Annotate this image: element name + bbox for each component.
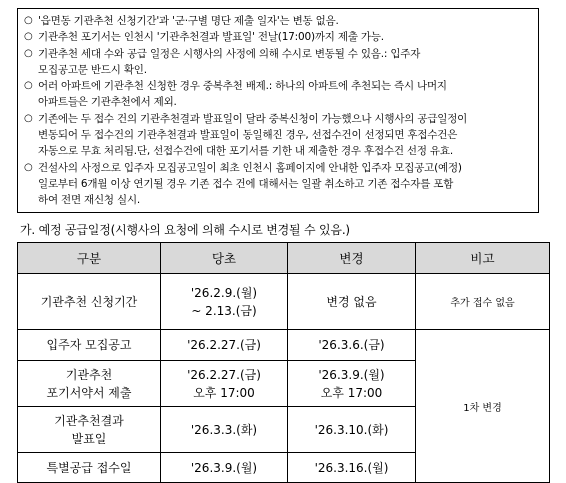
section-title: 가. 예정 공급일정(시행사의 요청에 의해 수시로 변경될 수 있음.) xyxy=(20,223,350,237)
notice-text: 기존에는 두 접수 건의 기관추천결과 발표일이 달라 중복신청이 가능했으나 시행사의 공급일정이 변동되어 두 접수건의 기관추천결과 발표일이 동일해진 경우, 선접수건이 선정되면 후접수건은 자동으로 무효 처리됨.단, 선접수건에 대한 포기서를 기한 내 제출한 경우 후접수건 선정 유효. xyxy=(38,112,468,158)
notice-item xyxy=(24,29,532,45)
row-changed: '26.3.10.(화) xyxy=(288,407,416,453)
table-row xyxy=(18,330,550,361)
bullet-icon: ○ xyxy=(24,15,33,26)
bullet-icon: ○ xyxy=(24,80,33,92)
bullet-icon: ○ xyxy=(24,47,33,59)
notice-text: '읍면동 기관추천 신청기간'과 '군·구별 명단 제출 일자'는 변동 없음. xyxy=(38,15,339,27)
notice-item xyxy=(24,78,532,111)
row-category: 기관추천결과 발표일 xyxy=(18,407,161,453)
row-note: 1차 변경 xyxy=(416,330,550,483)
notice-text: 어러 아파트에 기관추천 신청한 경우 중복추천 배제.: 하나의 아파트에 추천되는 즉시 나머지 아파트들은 기관추천에서 제외. xyxy=(38,80,447,109)
notice-item xyxy=(24,160,532,209)
row-category: 기관추천 신청기간 xyxy=(18,274,161,330)
header-note: 비고 xyxy=(416,243,550,274)
table-row xyxy=(18,274,550,330)
row-changed: '26.3.6.(금) xyxy=(288,330,416,361)
notice-item xyxy=(24,111,532,160)
notice-item xyxy=(24,46,532,79)
row-original: '26.3.3.(화) xyxy=(161,407,288,453)
header-original: 당초 xyxy=(161,243,288,274)
notice-text: 기관추천 포기서는 인천시 '기관추천결과 발표일' 전날(17:00)까지 제출 가능. xyxy=(38,31,384,44)
header-changed: 변경 xyxy=(288,243,416,274)
bullet-icon: ○ xyxy=(24,31,33,43)
row-original: '26.2.9.(월) ~ 2.13.(금) xyxy=(161,274,288,330)
row-note: 추가 접수 없음 xyxy=(416,274,550,330)
schedule-table xyxy=(17,242,550,483)
row-category: 기관추천 포기서약서 제출 xyxy=(18,361,161,407)
row-changed: '26.3.16.(월) xyxy=(288,453,416,483)
row-changed: 변경 없음 xyxy=(288,274,416,330)
table-header-row xyxy=(18,243,550,274)
row-category: 입주자 모집공고 xyxy=(18,330,161,361)
notice-item xyxy=(24,13,532,29)
row-original: '26.2.27.(금) 오후 17:00 xyxy=(161,361,288,407)
row-original: '26.3.9.(월) xyxy=(161,453,288,483)
header-category: 구분 xyxy=(18,243,161,274)
notice-text: 건설사의 사정으로 입주자 모집공고일이 최초 인천시 홈페이지에 안내한 입주자 모집공고(예정) 일로부터 6개월 이상 연기될 경우 기존 접수 건에 대해서는 일괄 취소하고 기존 접수자를 포함 하여 전면 재신청 실시. xyxy=(38,161,462,207)
row-changed: '26.3.9.(월) 오후 17:00 xyxy=(288,361,416,407)
bullet-icon: ○ xyxy=(24,161,33,173)
row-category: 특별공급 접수일 xyxy=(18,453,161,483)
bullet-icon: ○ xyxy=(24,112,33,124)
row-original: '26.2.27.(금) xyxy=(161,330,288,361)
notice-box xyxy=(17,8,539,213)
notice-text: 기관추천 세대 수와 공급 일정은 시행사의 사정에 의해 수시로 변동될 수 있음.: 입주자 모집공고문 반드시 확인. xyxy=(38,47,421,76)
